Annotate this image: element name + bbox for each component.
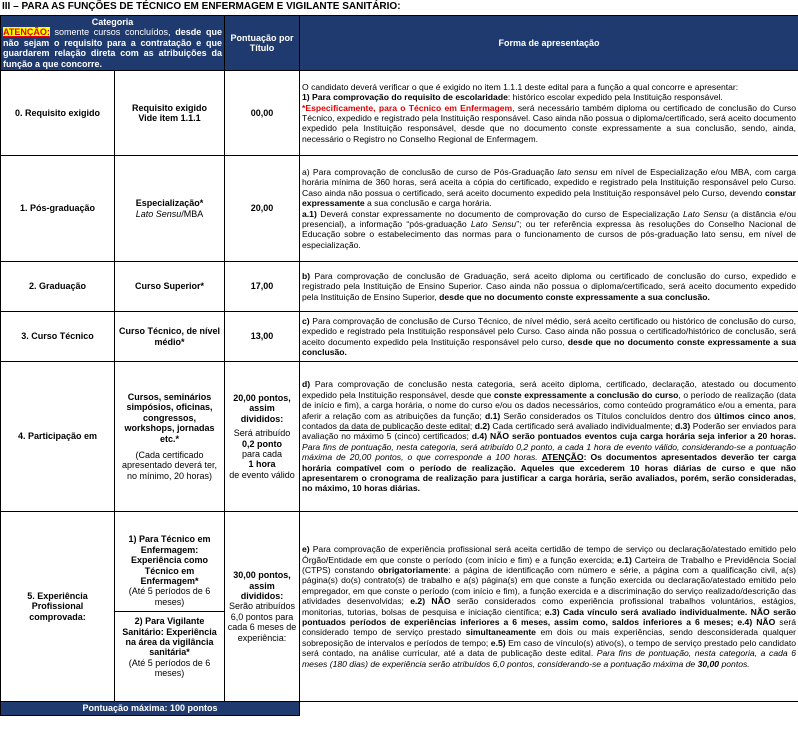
- atencao-label: ATENÇÃO:: [3, 27, 50, 38]
- header-pontuacao: Pontuação por Título: [225, 16, 300, 71]
- row-points: 13,00: [225, 312, 300, 362]
- scoring-table: [0, 15, 798, 716]
- row-points: 17,00: [225, 262, 300, 312]
- row-category: 0. Requisito exigido: [1, 71, 115, 156]
- table-row: [1, 512, 798, 702]
- row-description: d) Para comprovação de conclusão nesta categoria, será aceito diploma, certificado, declaração, atestado ou documento expedido pela Instituição responsável, desde que conste expressamente a conclusão do curso, o período de realização (data de início e fim), a carga horária, o nome do curso e/ou os dados necessários, como conteúdo programático e/ou a ementa, para aferir a relação com as atribuições da função; d.1) Serão considerados os Títulos concluídos dentro dos últimos cinco anos, contados da data de publicação deste edital; d.2) Cada certificado será avaliado individualmente; d.3) Poderão ser enviados para avaliação no máximo 5 (cinco) certificados; d.4) NÃO serão pontuados eventos cuja carga horária seja inferior a 20 horas. Para fins de pontuação, nesta categoria, será atribuído 0,2 ponto, a cada 1 hora de evento válido, considerando-se a pontuação máxima de 20,00 pontos, o que corresponde a 100 horas. ATENÇÃO: Os documentos apresentados deverão ter carga horária compatível com o período de realização. Aqueles que excederem 10 horas diárias de curso e que não apresentarem o cronograma de realização para justificar a carga horária, serão avaliados, porém, serão consideradas, no máximo, 10 horas diárias.: [300, 362, 798, 512]
- row-points: 00,00: [225, 71, 300, 156]
- table-row: [1, 156, 798, 262]
- table-row: [1, 262, 798, 312]
- table-row: [1, 312, 798, 362]
- section-heading: III – PARA AS FUNÇÕES DE TÉCNICO EM ENFERMAGEM E VIGILANTE SANITÁRIO:: [2, 1, 401, 12]
- row-category: 5. Experiência Profissional comprovada:: [1, 512, 115, 702]
- row-description: a) Para comprovação de conclusão de curso de Pós-Graduação lato sensu em nível de Especialização e/ou MBA, com carga horária mínima de 360 horas, será aceita a cópia do certificado, expedido e registrado pela Instituição responsável pelo Curso. Caso ainda não possua o certificado, será aceito documento expedido pela Instituição responsável pelo Curso, devendo constar expressamente a sua conclusão e carga horária. a.1) Deverá constar expressamente no documento de comprovação do curso de Especialização Lato Sensu (a distância e/ou presencial), a informação “pós-graduação Lato Sensu”; ou ter referência expressa às resoluções do Conselho Nacional de Educação sobre o estabelecimento das normas para o funcionamento de cursos de pós-graduação lato sensu, em nível de especialização.: [300, 156, 798, 262]
- table-header-row: [1, 16, 798, 71]
- table-row: [1, 362, 798, 512]
- row-points: 20,00 pontos, assim divididos: Será atribuído 0,2 ponto para cada 1 hora de evento válido: [225, 362, 300, 512]
- header-categoria: Categoria ATENÇÃO: somente cursos concluídos, desde que não sejam o requisito para a contratação e que guardarem relação direta com as atribuições da função a que concorre.: [1, 16, 225, 71]
- row-subcategory: Especialização* Lato Sensu/MBA: [115, 156, 225, 262]
- row-points: 30,00 pontos, assim divididos: Serão atribuídos 6,0 pontos para cada 6 meses de experiência:: [225, 512, 300, 702]
- row-points: 20,00: [225, 156, 300, 262]
- row-description: c) Para comprovação de conclusão de Curso Técnico, de nível médio, será aceito certificado ou histórico de conclusão do curso, expedido e registrado pela Instituição responsável pelo Curso. Caso ainda não possua o certificado/histórico de conclusão, será aceito documento expedido pela Instituição responsável pelo curso, desde que no documento conste expressamente a sua conclusão.: [300, 312, 798, 362]
- footer-row: [1, 702, 798, 716]
- row-category: 1. Pós-graduação: [1, 156, 115, 262]
- table-row: [1, 71, 798, 156]
- row-description: e) Para comprovação de experiência profissional será aceita certidão de tempo de serviço ou declaração/atestado emitido pelo Órgão/Entidade em que conste o período (com início e fim) e a função exercida; e.1) Carteira de Trabalho e Previdência Social (CTPS) constando obrigatoriamente: a página de identificação com número e série, a página com a qualificação civil, a(s) página(s) do(s) contrato(s) de trabalho e a(s) página(s) em que conste a função exercida ou declaração/atestado emitido pelo empregador, em que conste o período (com início e fim), a função exercida e a discriminação do serviço realizado/descrição das atividades desenvolvidas; e.2) NÃO serão considerados como experiência profissional trabalhos voluntários, estágios, monitorias, tutorias, bolsas de pesquisa e iniciação científica; e.3) Cada vínculo será avaliado individualmente. NÃO serão pontuados períodos de experiências inferiores a 6 meses, assim como, saldos inferiores a 6 meses; e.4) NÃO será considerado tempo de serviço prestado simultaneamente em dois ou mais experiências, sendo desconsiderada qualquer sobreposição de intervalos e períodos de tempo; e.5) Em caso de vínculo(s) ativo(s), o tempo de serviço prestado pelo candidato será contado, na análise curricular, até a data de publicação deste edital. Para fins de pontuação, nesta categoria, a cada 6 meses (180 dias) de experiência serão atribuídos 6,0 pontos, considerando-se a pontuação máxima de 30,00 pontos.: [300, 512, 798, 702]
- row-subcategory: Cursos, seminários simpósios, oficinas, congressos, workshops, jornadas etc.* (Cada certificado apresentado deverá ter, no mínimo, 20 horas): [115, 362, 225, 512]
- row-description: O candidato deverá verificar o que é exigido no item 1.1.1 deste edital para a função a qual concorre e apresentar: 1) Para comprovação do requisito de escolaridade: histórico escolar expedido pela Instituição responsável. *Especificamente, para o Técnico em Enfermagem, será necessário também diploma ou certificado de conclusão do Curso Técnico, expedido e registrado pela Instituição responsável. Caso ainda não possua o diploma/certificado, será aceito documento expedido pela Instituição responsável, desde que no documento conste expressamente a sua conclusão, sendo, ainda, necessário o Registro no Conselho Regional de Enfermagem.: [300, 71, 798, 156]
- row-subcategory: Requisito exigido Vide item 1.1.1: [115, 71, 225, 156]
- row-category: 3. Curso Técnico: [1, 312, 115, 362]
- row-subcategory: 1) Para Técnico em Enfermagem: Experiência como Técnico em Enfermagem* (Até 5 períodos de 6 meses) 2) Para Vigilante Sanitário: Experiência na área da vigilância sanitária* (Até 5 períodos de 6 meses): [115, 512, 225, 702]
- row-subcategory: Curso Técnico, de nível médio*: [115, 312, 225, 362]
- header-forma: Forma de apresentação: [300, 16, 798, 71]
- row-subcategory: Curso Superior*: [115, 262, 225, 312]
- row-description: b) Para comprovação de conclusão de Graduação, será aceito diploma ou certificado de conclusão do curso, expedido e registrado pela Instituição de Ensino Superior. Caso ainda não possua o diploma/certificado, será aceito documento expedido pela Instituição de Ensino Superior, desde que no documento conste expressamente a sua conclusão.: [300, 262, 798, 312]
- row-category: 2. Graduação: [1, 262, 115, 312]
- max-score: Pontuação máxima: 100 pontos: [1, 702, 300, 716]
- row-category: 4. Participação em: [1, 362, 115, 512]
